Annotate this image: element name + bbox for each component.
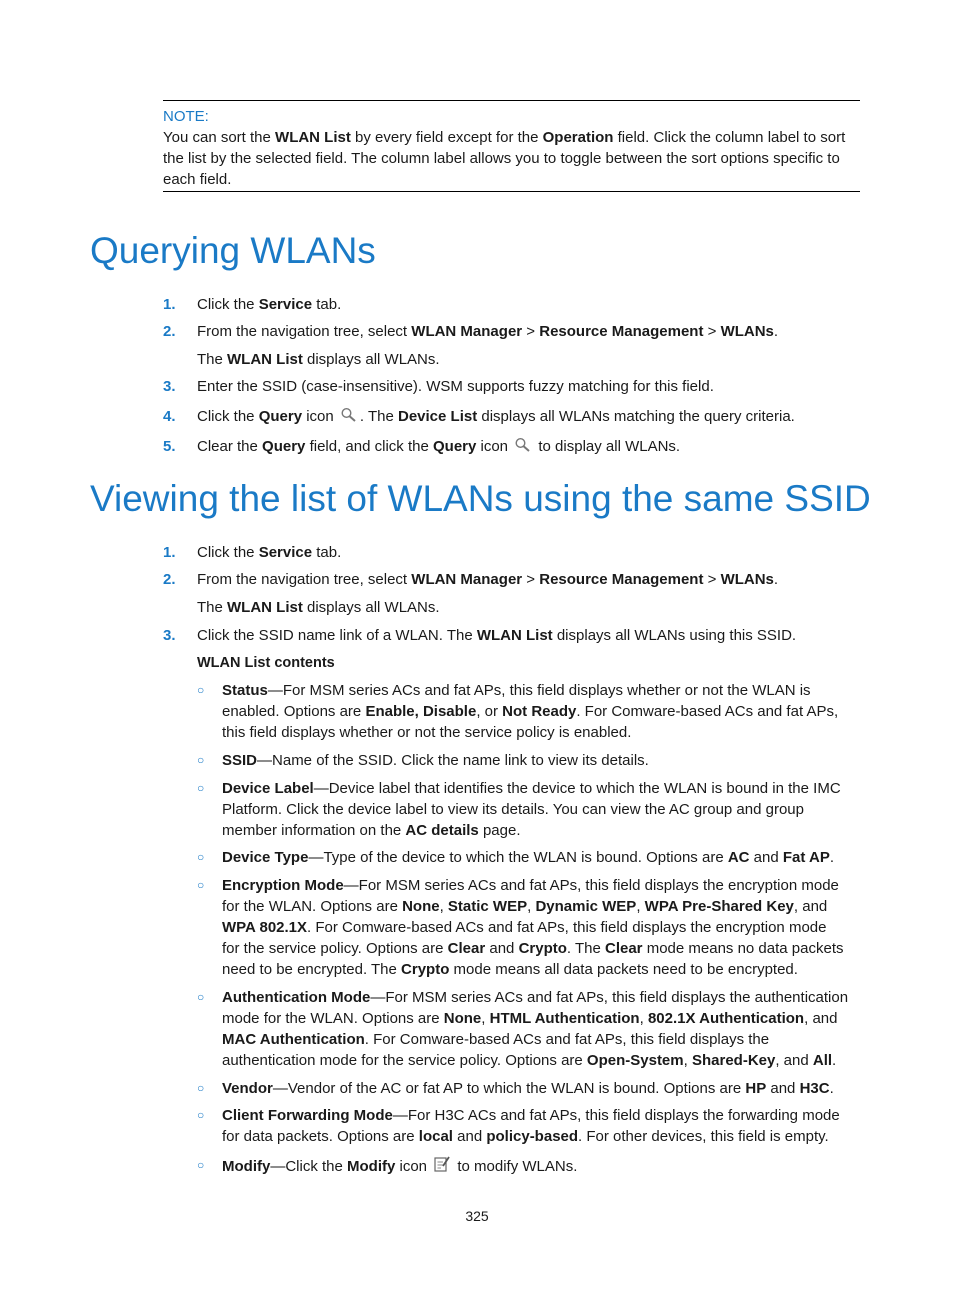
list-heading: WLAN List contents	[197, 655, 335, 671]
search-icon	[514, 437, 532, 453]
section-title-querying-wlans: Querying WLANs	[90, 230, 376, 271]
bullet-icon: ○	[197, 1158, 205, 1172]
note-text: You can sort the WLAN List by every field except for the Operation field. Click the column label to sort the list by the selected field. The column label allows you to toggle between the sort options specific to each field.	[163, 129, 846, 188]
step-number: 4.	[163, 408, 176, 425]
step-text: From the navigation tree, select WLAN Manager > Resource Management > WLANs.	[197, 323, 779, 340]
list-item-text: Device Label—Device label that identifies the device to which the WLAN is bound in the IMC Platform. Click the device label to view its details. You can view the AC group and group member information on the AC details page.	[222, 780, 841, 839]
modify-icon	[433, 1155, 451, 1173]
bullet-icon: ○	[197, 1081, 205, 1095]
list-item-text: Vendor—Vendor of the AC or fat AP to which the WLAN is bound. Options are HP and H3C.	[222, 1080, 834, 1097]
bullet-icon: ○	[197, 1108, 205, 1122]
note-box	[163, 100, 860, 192]
list-item-text: Authentication Mode—For MSM series ACs and fat APs, this field displays the authentication mode for the WLAN. Options are None, HTML Authentication, 802.1X Authentication, and MAC Authentication. For Comware-based ACs and fat APs, this field displays the authentication mode for the service policy. Options are Open-System, Shared-Key, and All.	[222, 989, 849, 1069]
step-text: Click the Query icon . The Device List displays all WLANs matching the query criteria.	[197, 408, 795, 425]
step-number: 3.	[163, 378, 176, 395]
step-text: Clear the Query field, and click the Query icon to display all WLANs.	[197, 438, 681, 455]
step-subtext: The WLAN List displays all WLANs.	[197, 599, 440, 616]
step-number: 1.	[163, 544, 176, 561]
list-item-text: Device Type—Type of the device to which the WLAN is bound. Options are AC and Fat AP.	[222, 849, 834, 866]
list-item-text: SSID—Name of the SSID. Click the name link to view its details.	[222, 752, 649, 769]
list-item-text: Client Forwarding Mode—For H3C ACs and fat APs, this field displays the forwarding mode for data packets. Options are local and policy-based. For other devices, this field is empty.	[222, 1107, 840, 1145]
bullet-icon: ○	[197, 990, 205, 1004]
step-number: 2.	[163, 323, 176, 340]
step-text: Click the Service tab.	[197, 296, 342, 313]
step-number: 3.	[163, 627, 176, 644]
step-text: From the navigation tree, select WLAN Manager > Resource Management > WLANs.	[197, 571, 779, 588]
bullet-icon: ○	[197, 781, 205, 795]
bullet-icon: ○	[197, 753, 205, 767]
bullet-icon: ○	[197, 878, 205, 892]
note-label: NOTE:	[163, 108, 209, 125]
page-number: 325	[465, 1208, 489, 1224]
bullet-icon: ○	[197, 850, 205, 864]
list-item-text: Status—For MSM series ACs and fat APs, this field displays whether or not the WLAN is enabled. Options are Enable, Disable, or Not Ready. For Comware-based ACs and fat APs, this field displays whether or not the service policy is enabled.	[222, 682, 839, 741]
list-item-text: Modify—Click the Modify icon to modify WLANs.	[222, 1155, 872, 1177]
section-title-same-ssid: Viewing the list of WLANs using the same SSID	[90, 478, 871, 519]
step-number: 5.	[163, 438, 176, 455]
step-subtext: The WLAN List displays all WLANs.	[197, 351, 440, 368]
list-item-text: Encryption Mode—For MSM series ACs and fat APs, this field displays the encryption mode for the WLAN. Options are None, Static WEP, Dynamic WEP, WPA Pre-Shared Key, and WPA 802.1X. For Comware-based ACs and fat APs, this field displays the encryption mode for the service policy. Options are Clear and Crypto. The Clear mode means no data packets need to be encrypted. The Crypto mode means all data packets need to be encrypted.	[222, 877, 844, 978]
search-icon	[340, 407, 358, 423]
step-text: Click the SSID name link of a WLAN. The WLAN List displays all WLANs using this SSID.	[197, 627, 797, 644]
bullet-icon: ○	[197, 683, 205, 697]
step-number: 1.	[163, 296, 176, 313]
step-number: 2.	[163, 571, 176, 588]
step-text: Click the Service tab.	[197, 544, 342, 561]
step-text: Enter the SSID (case-insensitive). WSM supports fuzzy matching for this field.	[197, 378, 714, 395]
